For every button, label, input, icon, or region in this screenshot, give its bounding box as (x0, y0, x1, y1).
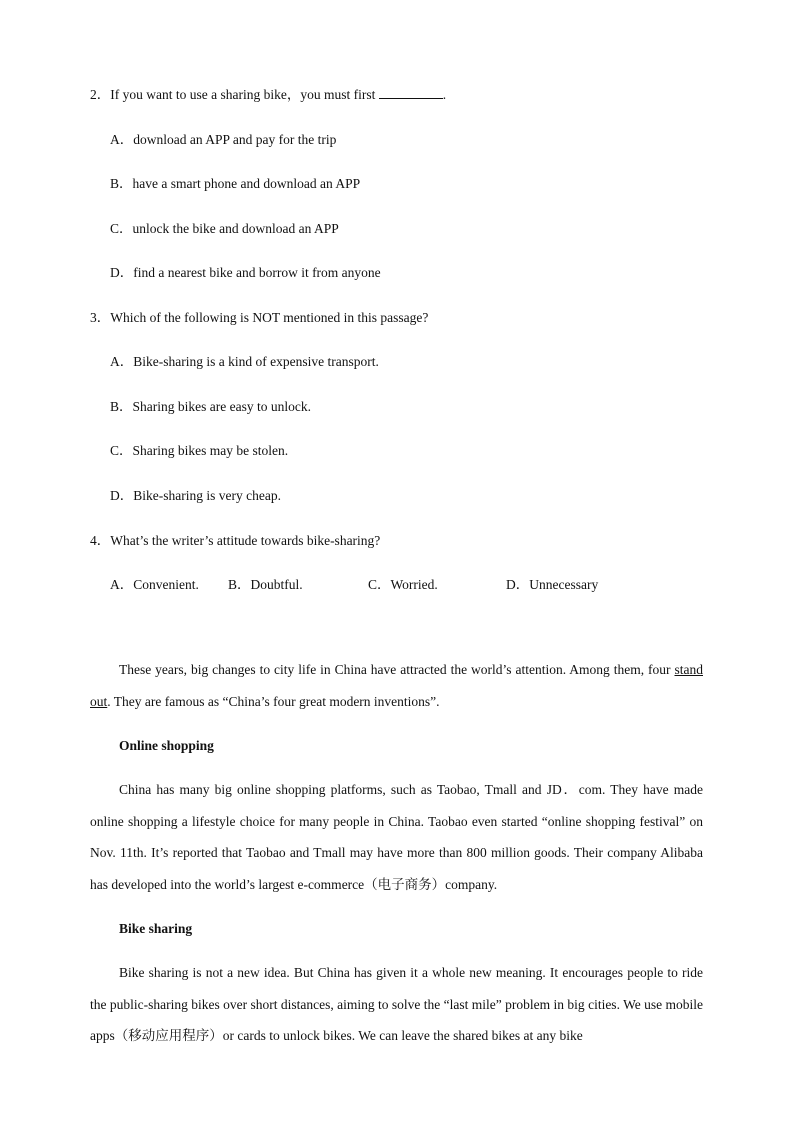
section-heading-bike-sharing: Bike sharing (119, 921, 193, 936)
section-heading-online-shopping: Online shopping (119, 738, 214, 753)
question-3-stem: 3．Which of the following is NOT mentioned in this passage? (90, 310, 429, 325)
question-2-option-b: B．have a smart phone and download an APP (110, 176, 361, 191)
question-4-option-c: C．Worried. (368, 577, 438, 592)
question-4-option-a: A．Convenient. (110, 577, 199, 592)
question-3-option-b: B．Sharing bikes are easy to unlock. (110, 399, 311, 414)
section-text-bike-sharing: Bike sharing is not a new idea. But China has given it a whole new meaning. It encourages people to ride the public-sharing bikes over short distances, aiming to solve the “last mile” problem in big cities. We use mobile apps（移动应用程序）or cards to unlock bikes. We can leave the shared bikes at any bike (90, 965, 703, 1043)
question-3-option-d: D．Bike-sharing is very cheap. (110, 488, 281, 503)
section-text-online-shopping: China has many big online shopping platforms, such as Taobao, Tmall and JD．com. They have made online shopping a lifestyle choice for many people in China. Taobao even started “online shopping festival” on Nov. 11th. It’s reported that Taobao and Tmall may have more than 800 million goods. Their company Alibaba has developed into the world’s largest e-commerce（电子商务）company. (90, 782, 703, 892)
question-3-option-c: C．Sharing bikes may be stolen. (110, 443, 289, 458)
question-2-option-a: A．download an APP and pay for the trip (110, 132, 337, 147)
question-2-option-c: C．unlock the bike and download an APP (110, 221, 339, 236)
question-4-option-b: B．Doubtful. (228, 577, 303, 592)
question-4-option-d: D．Unnecessary (506, 577, 599, 592)
intro-text-1: These years, big changes to city life in China have attracted the world’s attention. Among them, four (119, 662, 675, 677)
question-4-stem: 4．What’s the writer’s attitude towards bike-sharing? (90, 533, 381, 548)
question-2-option-d: D．find a nearest bike and borrow it from anyone (110, 265, 381, 280)
question-2-text: 2．If you want to use a sharing bike，you must first (90, 87, 379, 102)
answer-blank (379, 86, 443, 99)
question-3-option-a: A．Bike-sharing is a kind of expensive transport. (110, 354, 379, 369)
question-2-end: . (442, 87, 447, 102)
underlined-phrase: stand out (90, 662, 703, 709)
intro-text-2: . They are famous as “China’s four great modern inventions”. (107, 693, 440, 709)
passage-intro (90, 654, 703, 717)
question-2-stem (90, 83, 446, 103)
